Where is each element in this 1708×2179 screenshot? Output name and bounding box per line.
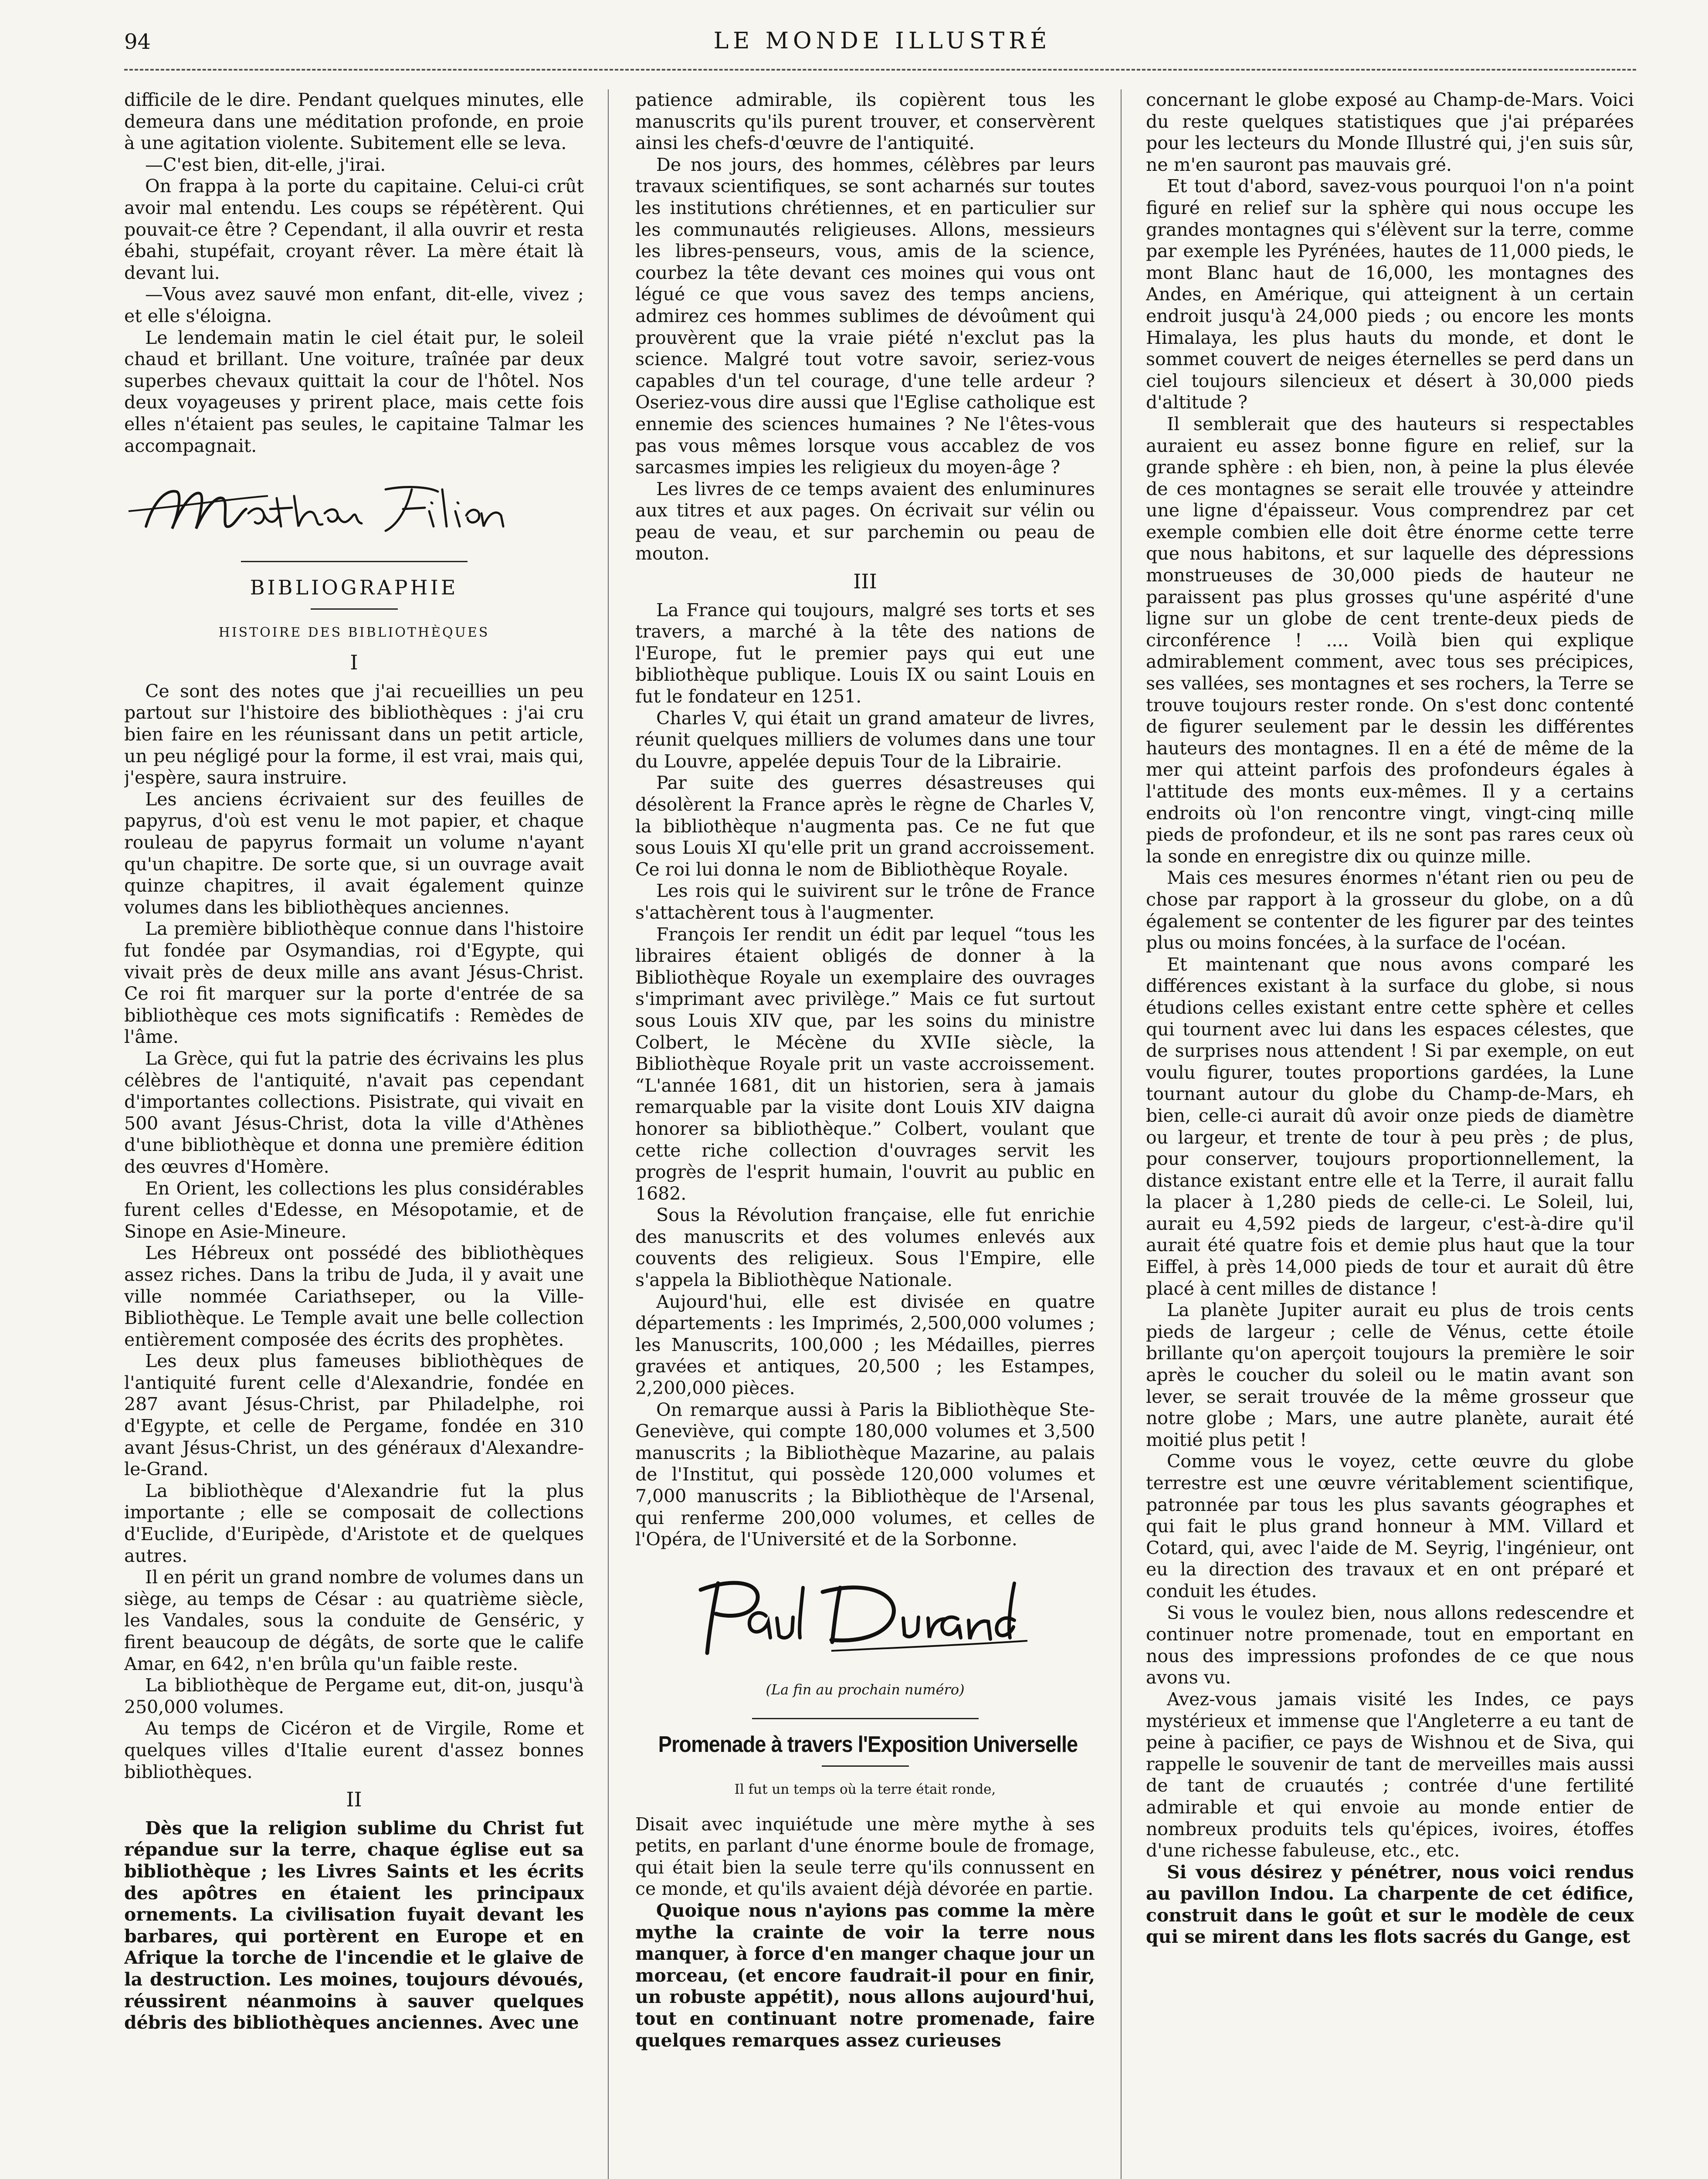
column-divider [1121, 89, 1122, 2179]
part-numeral: III [853, 570, 877, 594]
paragraph: Les Hébreux ont possédé des bibliothèques assez riches. Dans la tribu de Juda, il y avait une ville nommée Cariathseper, ou la Ville-Bibliothèque. Le Temple avait une belle collection entièrement composée des écrits des prophètes. [124, 1242, 584, 1350]
paragraph: Comme vous le voyez, cette œuvre du globe terrestre est une œuvre véritablement scientifique, patronnée par tous les plus savants géographes et qui fait le plus grand honneur à MM. Villard et Cotard, qui, avec l'aide de M. Seyrig, l'ingénieur, ont eu la direction des travaux et en ont préparé et conduit les études. [1146, 1451, 1634, 1602]
page-number: 94 [124, 30, 151, 54]
paragraph: concernant le globe exposé au Champ-de-Mars. Voici du reste quelques statistiques que j'ai préparées pour les lecteurs du Monde Illustré qui, j'en suis sûr, ne m'en sauront pas mauvais gré. [1146, 89, 1634, 175]
paragraph: La France qui toujours, malgré ses torts et ses travers, a marché à la tête des nations de l'Europe, fut le premier pays qui eut une bibliothèque publique. Louis IX ou saint Louis en fut le fondateur en 1251. [635, 599, 1095, 707]
paragraph: Le lendemain matin le ciel était pur, le soleil chaud et brillant. Une voiture, traînée par deux superbes chevaux quittait la cour de l'hôtel. Nos deux voyageuses y prirent place, mais cette fois elles n'étaient pas seules, le capitaine Talmar les accompagnait. [124, 327, 584, 456]
part-numeral: I [350, 651, 358, 675]
paragraph: La planète Jupiter aurait eu plus de trois cents pieds de largeur ; celle de Vénus, cette étoile brillante qu'on aperçoit toujours la première le soir après le coucher du soleil ou le matin avant son lever, se serait trouvée de la même grosseur que notre globe ; Mars, une autre planète, aurait été moitié plus petit ! [1146, 1300, 1634, 1450]
paragraph: François Ier rendit un édit par lequel “tous les libraires étaient obligés de donner à la Bibliothèque Royale un exemplaire des ouvrages s'imprimant avec privilège.” Mais ce fut surtout sous Louis XIV que, par les soins du ministre Colbert, le Mécène du XVIIe siècle, la Bibliothèque Royale prit un vaste accroissement. “L'année 1681, dit un historien, sera à jamais remarquable par la visite dont Louis XIV daigna honorer sa bibliothèque.” Colbert, voulant que cette riche collection d'ouvrages servit les progrès de l'esprit humain, l'ouvrit au public en 1682. [635, 923, 1095, 1204]
section-title-bibliographie: BIBLIOGRAPHIE [250, 576, 458, 600]
paragraph: Quoique nous n'ayions pas comme la mère mythe la crainte de voir la terre nous manquer, à force d'en manger chaque jour un morceau, (et encore faudrait-il pour en finir, un robuste appétit), nous allons aujourd'hui, tout en continuant notre promenade, faire quelques remarques assez curieuses [635, 1900, 1095, 2051]
paragraph: Mais ces mesures énormes n'étant rien ou peu de chose par rapport à la grosseur du globe, on a dû également se contenter de les figurer par des teintes plus ou moins foncées, à la surface de l'océan. [1146, 867, 1634, 954]
paragraph: Il semblerait que des hauteurs si respectables auraient eu assez bonne figure en relief, sur la grande sphère : eh bien, non, à peine la plus élevée de ces montagnes se serait elle trouvée y atteindre une ligne d'épaisseur. Vous comprendrez par cet exemple combien elle doit être énorme cette terre que nous habitons, et sur laquelle des dépressions monstrueuses de 30,000 pieds de hauteur ne paraissent pas plus grosses qu'une aspérité d'une ligne sur un globe de cent trente-deux pieds de circonférence ! .... Voilà bien qui explique admirablement comment, avec tous ses précipices, ses vallées, ses montagnes et ses rochers, la Terre se trouve toujours rester ronde. On s'est donc contenté de figurer seulement par le dessin les différentes hauteurs des montagnes. Il en a été de même de la mer qui atteint parfois des profondeurs égales à l'attitude des monts eux-mêmes. Il y a certains endroits où l'on rencontre vingt, vingt-cinq mille pieds de profondeur, et ils ne sont pas rares ceux où la sonde en enregistre dix ou quinze mille. [1146, 413, 1634, 867]
journal-title: LE MONDE ILLUSTRÉ [713, 28, 1051, 54]
paragraph: Dès que la religion sublime du Christ fut répandue sur la terre, chaque église eut sa bibliothèque ; les Livres Saints et les écrits des apôtres en étaient les principaux ornements. La civilisation fuyait devant les barbares, qui portèrent en Europe et en Afrique la torche de l'incendie et le glaive de la destruction. Les moines, toujours dévoués, réussirent néanmoins à sauver quelques débris des bibliothèques anciennes. Avec une [124, 1817, 584, 2033]
paragraph: Les livres de ce temps avaient des enluminures aux titres et aux pages. On écrivait sur vélin ou peau de veau, et sur parchemin ou peau de mouton. [635, 478, 1095, 564]
column-divider [608, 89, 609, 2179]
paragraph: Disait avec inquiétude une mère mythe à ses petits, en parlant d'une énorme boule de fromage, qui était bien la seule terre qu'ils connussent en ce monde, et qu'ils avaient déjà dévorée en partie. [635, 1813, 1095, 1900]
signature-paul-durand [635, 1566, 1095, 1666]
article-title-promenade: Promenade à travers l'Exposition Universelle [658, 1732, 1078, 1758]
paragraph: patience admirable, ils copièrent tous les manuscrits qu'ils purent trouver, et conservèrent ainsi les chefs-d'œuvre de l'antiquité. [635, 89, 1095, 154]
section-rule [241, 561, 468, 562]
header-rule [124, 69, 1636, 71]
paragraph: Il en périt un grand nombre de volumes dans un siège, au temps de César : au quatrième siècle, les Vandales, sous la conduite de Genséric, y firent beaucoup de dégâts, de sorte que le calife Amar, en 642, n'en brûla qu'un faible reste. [124, 1567, 584, 1674]
section-rule [311, 608, 398, 610]
paragraph: Et maintenant que nous avons comparé les différences existant à la surface du globe, si nous étudions celles existant entre cette sphère et celles qui tournent avec lui dans les espaces célestes, que de surprises nous attendent ! Si par exemple, on eut voulu figurer, toutes proportions gardées, la Lune tournant autour du globe du Champ-de-Mars, eh bien, celle-ci aurait dû avoir onze pieds de diamètre ou largeur, et trente de tour à peu près ; de plus, pour conserver, toujours proportionnellement, la distance existant entre elle et la Terre, il aurait fallu la placer à 1,280 pieds de celle-ci. Le Soleil, lui, aurait eu 4,592 pieds de largeur, c'est-à-dire qu'il aurait été quatre fois et demie plus haut que la tour Eiffel, à près 14,000 pieds de tour et aurait dû être placé à cent milles de distance ! [1146, 954, 1634, 1299]
paragraph: La bibliothèque de Pergame eut, dit-on, jusqu'à 250,000 volumes. [124, 1675, 584, 1717]
paragraph: Par suite des guerres désastreuses qui désolèrent la France après le règne de Charles V, la bibliothèque n'augmenta pas. Ce ne fut que sous Louis XI qu'elle prit un grand accroissement. Ce roi lui donna le nom de Bibliothèque Royale. [635, 772, 1095, 880]
column-1 [124, 89, 584, 2179]
paragraph: On frappa à la porte du capitaine. Celui-ci crût avoir mal entendu. Les coups se répétèrent. Qui pouvait-ce être ? Cependant, il alla ouvrir et resta ébahi, stupéfait, croyant rêver. La mère était là devant lui. [124, 176, 584, 283]
paragraph: La première bibliothèque connue dans l'histoire fut fondée par Osymandias, roi d'Egypte, qui vivait près de deux mille ans avant Jésus-Christ. Ce roi fit marquer sur la porte d'entrée de sa bibliothèque ces mots significatifs : Remèdes de l'âme. [124, 918, 584, 1048]
running-head [124, 25, 1640, 64]
section-rule [752, 1718, 979, 1719]
paragraph: Ce sont des notes que j'ai recueillies un peu partout sur l'histoire des bibliothèques : j'ai cru bien faire en les réunissant dans un petit article, un peu négligé pour la forme, il est vrai, mais qui, j'espère, saura instruire. [124, 680, 584, 788]
paragraph: On remarque aussi à Paris la Bibliothèque Ste-Geneviève, qui compte 180,000 volumes et 3,500 manuscrits ; la Bibliothèque Mazarine, au palais de l'Institut, qui possède 120,000 volumes et 7,000 manuscrits ; la Bibliothèque de l'Arsenal, qui renferme 200,000 volumes, et celles de l'Opéra, de l'Université et de la Sorbonne. [635, 1399, 1095, 1550]
paragraph: Au temps de Cicéron et de Virgile, Rome et quelques villes d'Italie eurent d'assez bonnes bibliothèques. [124, 1718, 584, 1782]
paragraph: —C'est bien, dit-elle, j'irai. [145, 154, 386, 175]
paragraph: difficile de le dire. Pendant quelques minutes, elle demeura dans une méditation profonde, en proie à une agitation violente. Subitement elle se leva. [124, 89, 584, 154]
paragraph: La bibliothèque d'Alexandrie fut la plus importante ; elle se composait de collections d'Euclide, d'Euripède, d'Aristote et de quelques autres. [124, 1480, 584, 1566]
paragraph: Les rois qui le suivirent sur le trône de France s'attachèrent tous à l'augmenter. [635, 880, 1095, 923]
section-rule [822, 1765, 909, 1767]
section-subtitle: HISTOIRE DES BIBLIOTHÈQUES [218, 625, 490, 640]
paragraph: Si vous désirez y pénétrer, nous voici rendus au pavillon Indou. La charpente de cet édifice, construit dans le goût et sur le modèle de ceux qui se mirent dans les flots sacrés du Gange, est [1146, 1861, 1634, 1948]
paragraph: De nos jours, des hommes, célèbres par leurs travaux scientifiques, se sont acharnés sur toutes les institutions chrétiennes, et en particulier sur les communautés religieuses. Allons, messieurs les libres-penseurs, vous, amis de la science, courbez la tête devant ces moines qui vous ont légué ce que vous savez des temps anciens, admirez ces hommes sublimes de dévoûment qui prouvèrent que la vraie piété n'exclut pas la science. Malgré tout votre savoir, seriez-vous capables d'un tel courage, d'une telle ardeur ? Oseriez-vous dire aussi que l'Eglise catholique est ennemie des sciences humaines ? Ne l'êtes-vous pas vous mêmes lorsque vous accablez de vos sarcasmes impies les religieux du moyen-âge ? [635, 154, 1095, 478]
paragraph: Avez-vous jamais visité les Indes, ce pays mystérieux et immense que l'Angleterre a eu tant de peine à pacifier, ce pays de Wishnou et de Siva, qui rappelle le souvenir de tant de merveilles mais aussi de tant de cruautés ; contrée d'une fertilité admirable et qui envoie au monde entier de nombreux produits tels qu'épices, ivoires, étoffes d'une richesse fabuleuse, etc., etc. [1146, 1688, 1634, 1861]
paragraph: Et tout d'abord, savez-vous pourquoi l'on n'a point figuré en relief sur la sphère qui nous occupe les grandes montagnes qui s'élèvent sur la terre, comme par exemple les Pyrénées, hautes de 11,000 pieds, le mont Blanc haut de 16,000, les montagnes des Andes, en Amérique, qui atteignent à un certain endroit jusqu'à 24,000 pieds ; ou encore les monts Himalaya, les plus hauts du monde, et dont le sommet couvert de neiges éternelles se perd dans un ciel toujours silencieux et désert à 30,000 pieds d'altitude ? [1146, 176, 1634, 413]
column-2 [635, 89, 1095, 2179]
paragraph: En Orient, les collections les plus considérables furent celles d'Edesse, en Mésopotamie, et de Sinope en Asie-Mineure. [124, 1178, 584, 1242]
paragraph: Si vous le voulez bien, nous allons redescendre et continuer notre promenade, tout en emportant en nous des impressions profondes de ce que nous avons vu. [1146, 1602, 1634, 1688]
signature-mathias-filion [124, 472, 584, 546]
epigraph: Il fut un temps où la terre était ronde, [734, 1781, 996, 1797]
part-numeral: II [346, 1788, 362, 1812]
to-be-continued-note: (La fin au prochain numéro) [766, 1681, 965, 1698]
column-3 [1146, 89, 1634, 2179]
paragraph: Sous la Révolution française, elle fut enrichie des manuscrits et des volumes enlevés aux couvents des religieux. Sous l'Empire, elle s'appela la Bibliothèque Nationale. [635, 1205, 1095, 1291]
paragraph: Aujourd'hui, elle est divisée en quatre départements : les Imprimés, 2,500,000 volumes ; les Manuscrits, 100,000 ; les Médailles, pierres gravées et antiques, 20,500 ; les Estampes, 2,200,000 pièces. [635, 1291, 1095, 1399]
paragraph: Les deux plus fameuses bibliothèques de l'antiquité furent celle d'Alexandrie, fondée en 287 avant Jésus-Christ, par Philadelphe, roi d'Egypte, et celle de Pergame, fondée en 310 avant Jésus-Christ, un des généraux d'Alexandre-le-Grand. [124, 1351, 584, 1480]
paragraph: —Vous avez sauvé mon enfant, dit-elle, vivez ; et elle s'éloigna. [124, 284, 584, 326]
paragraph: La Grèce, qui fut la patrie des écrivains les plus célèbres de l'antiquité, n'avait pas cependant d'importantes collections. Pisistrate, qui vivait en 500 avant Jésus-Christ, dota la ville d'Athènes d'une bibliothèque et donna une première édition des œuvres d'Homère. [124, 1048, 584, 1177]
paragraph: Charles V, qui était un grand amateur de livres, réunit quelques milliers de volumes dans une tour du Louvre, appelée depuis Tour de la Librairie. [635, 707, 1095, 772]
paragraph: Les anciens écrivaient sur des feuilles de papyrus, d'où est venu le mot papier, et chaque rouleau de papyrus formait un volume n'ayant qu'un chapitre. De sorte que, si un ouvrage avait quinze chapitres, il avait également quinze volumes dans les bibliothèques anciennes. [124, 788, 584, 918]
